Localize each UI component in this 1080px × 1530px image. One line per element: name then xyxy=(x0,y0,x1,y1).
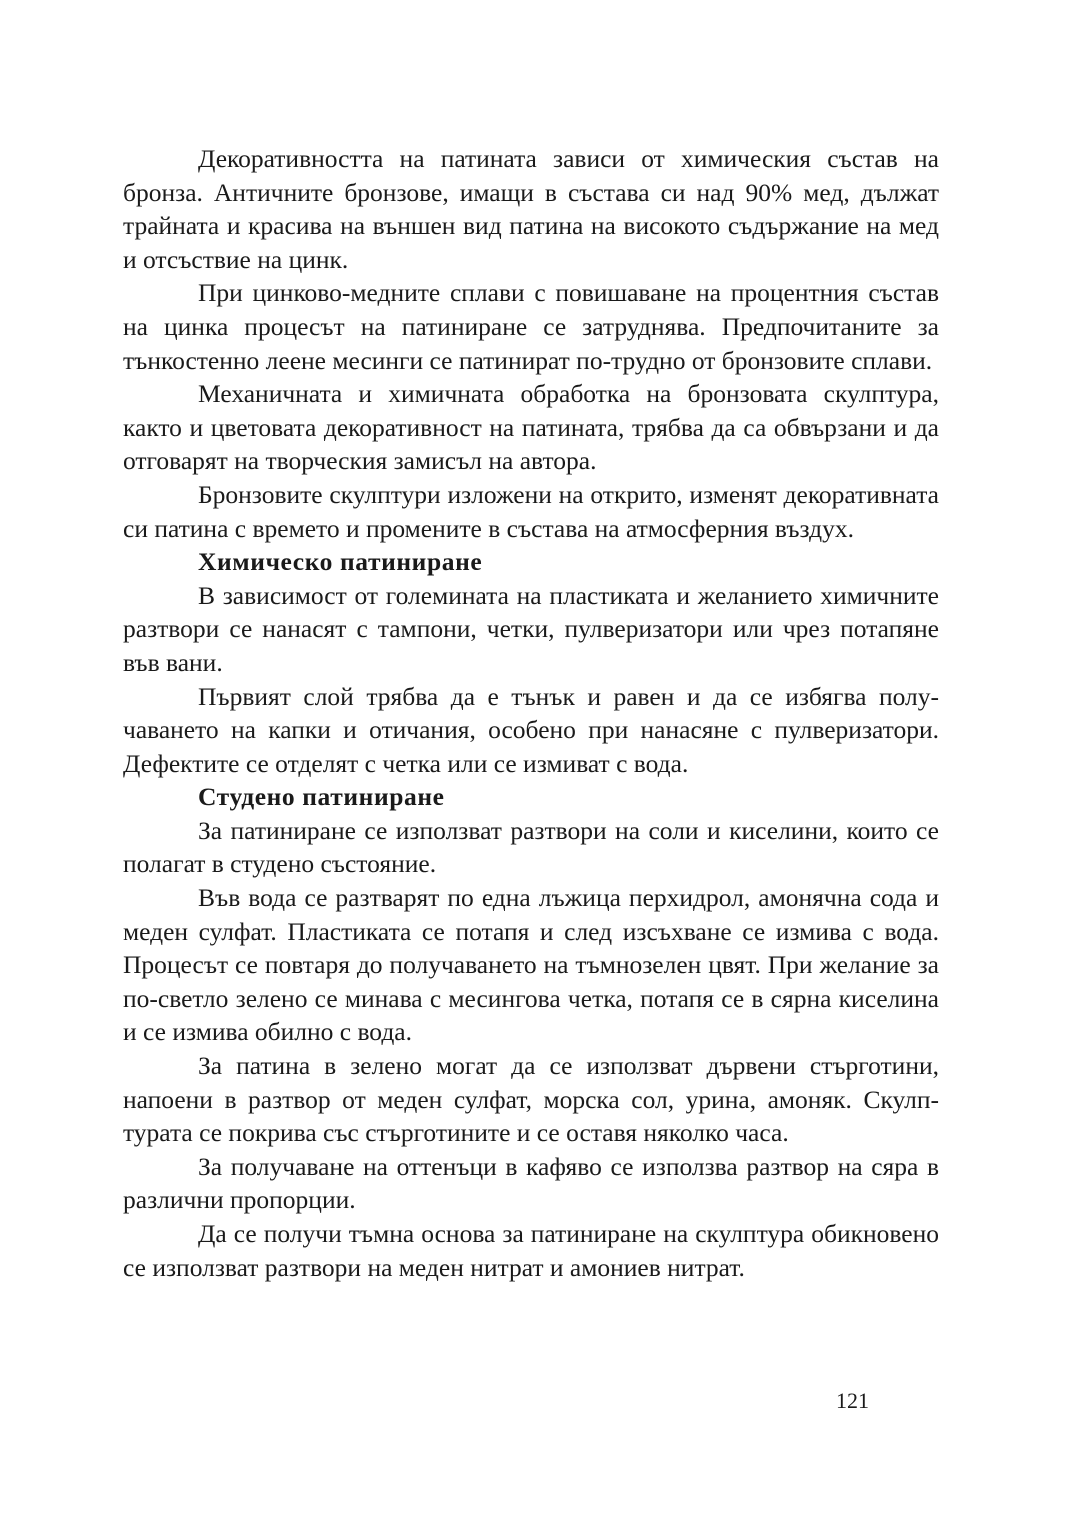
paragraph-application-methods: В зависимост от големината на пластиката и желанието химичните разтвори се нанасят с тампони, четки, пулверизатори или чрез потапяне във вани. xyxy=(123,580,939,677)
paragraph-dark-green-process: Във вода се разтварят по една лъжица перхидрол, амонячна сода и меден сулфат. Пластиката се потапя и след изсъхване се измива с вода. Процесът се повтаря до получаването на тъмнозелен цвят. При желание за по-светло зелено се минава с месингова четка, потапя се в сярна киселина и се измива обилно с вода. xyxy=(123,883,939,1047)
heading-cold-patination: Студено патиниране xyxy=(198,782,445,812)
paragraph-brown-shades: За получаване на оттенъци в кафяво се използва разтвор на сяра в различни пропорции. xyxy=(123,1151,939,1215)
paragraph-mechanical-treatment: Механичната и химичната обработка на бронзовата скулптура, както и цветовата декоративност на патината, трябва да са обвързани и да отговарят на творческия замисъл на автора. xyxy=(123,379,939,476)
heading-chemical-patination: Химическо патиниране xyxy=(198,547,483,577)
paragraph-zinc-copper-alloys: При цинково-медните сплави с повишаване на процентния състав на цинка процесът на патиниране се затруднява. Предпочитаните за тънкостенно леене месинги се патинират по-трудно от бронзовите сплави. xyxy=(123,278,939,375)
paragraph-outdoor-sculptures: Бронзовите скулптури изложени на открито, изменят декоративната си патина с времето и промените в състава на атмосферния въздух. xyxy=(123,479,939,543)
paragraph-first-layer: Първият слой трябва да е тънък и равен и да се избягва получаването на капки и отичания, особено при нанасяне с пулверизатори. Дефектите се отделят с четка или се измиват с вода. xyxy=(123,681,939,778)
paragraph-decorativeness: Декоративността на патината зависи от химическия състав на бронза. Античните бронзове, имащи в състава си над 90% мед, дължат трайната и красива на външен вид патина на високото съдържание на мед и отсъствие на цинк. xyxy=(123,144,939,274)
paragraph-dark-base: Да се получи тъмна основа за патиниране на скулптура обикновено се използват разтвори на меден нитрат и амониев нитрат. xyxy=(123,1219,939,1282)
paragraph-green-patina: За патина в зелено могат да се използват дървени стърготини, напоени в разтвор от меден сулфат, морска сол, урина, амоняк. Скулптурата се покрива със стърготините и се оставя няколко часа. xyxy=(123,1051,939,1148)
page-number: 121 xyxy=(836,1388,869,1413)
page-body xyxy=(123,142,939,1284)
paragraph-salts-acids: За патиниране се използват разтвори на соли и киселини, които се полагат в студено състояние. xyxy=(123,815,939,879)
